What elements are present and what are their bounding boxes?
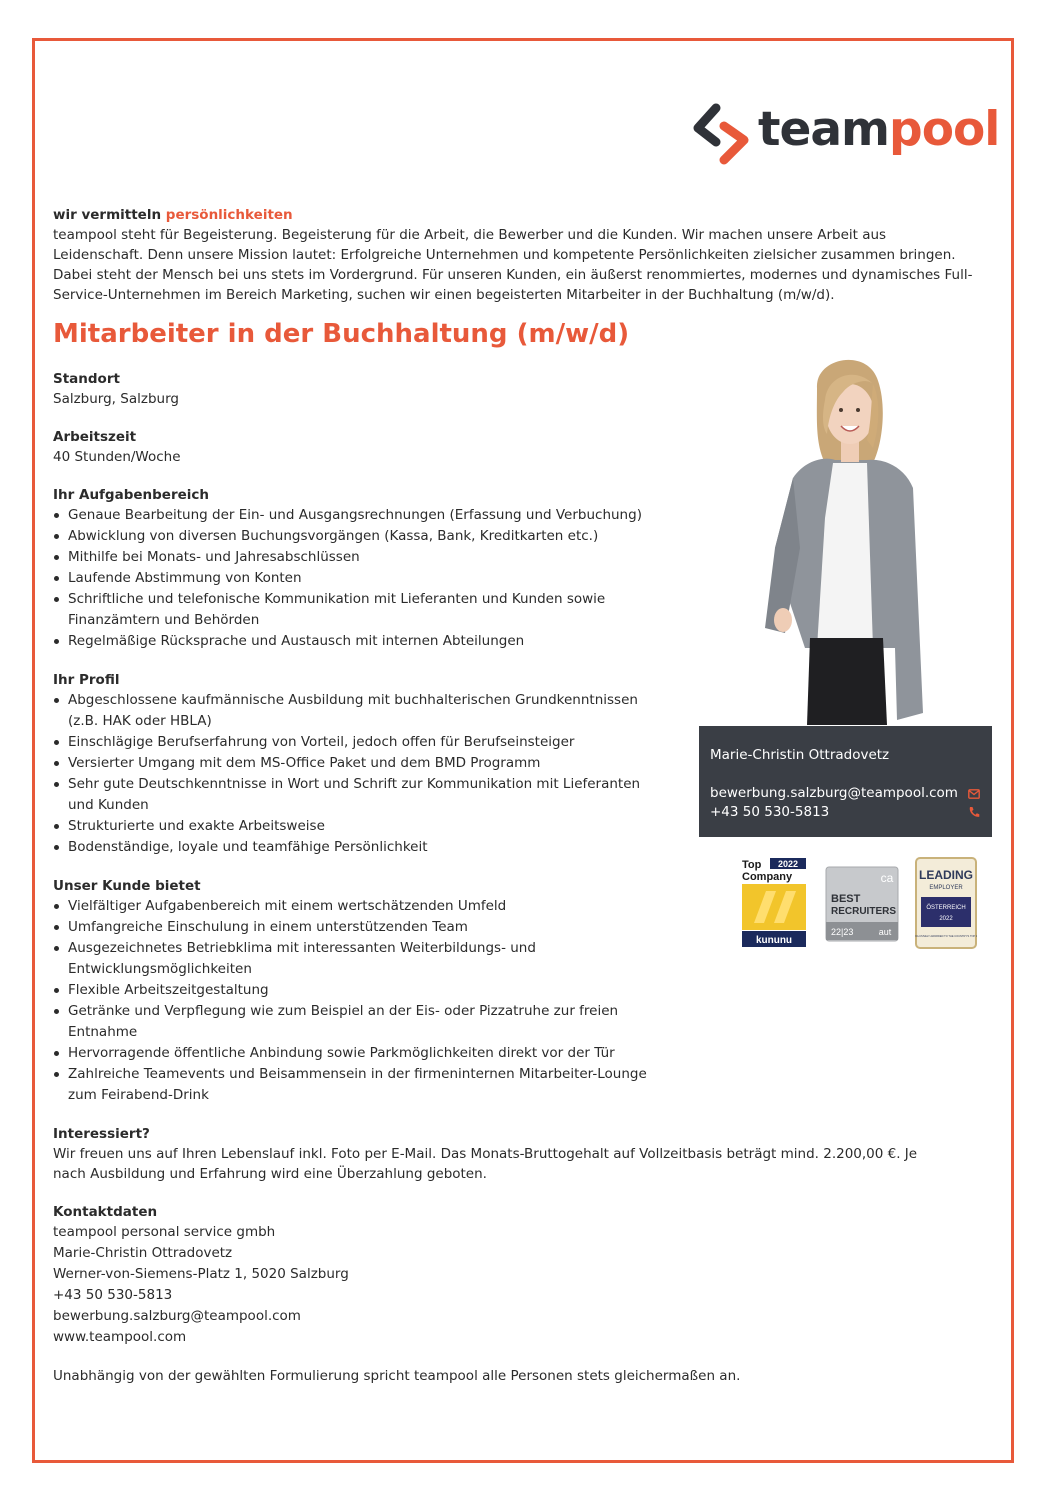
kununu-top-company-badge xyxy=(740,857,808,949)
profil-label: Ihr Profil xyxy=(53,672,120,688)
kununu-brand-text: kununu xyxy=(755,935,793,946)
kontakt-address: Werner-von-Siemens-Platz 1, 5020 Salzburg xyxy=(53,1266,349,1282)
list-item: Abwicklung von diversen Buchungsvorgängen (Kassa, Bank, Kreditkarten etc.) xyxy=(53,526,653,547)
aufgaben-list xyxy=(53,505,653,652)
list-item: Genaue Bearbeitung der Ein- und Ausgangsrechnungen (Erfassung und Verbuchung) xyxy=(53,505,653,526)
list-item: Bodenständige, loyale und teamfähige Persönlichkeit xyxy=(53,837,653,858)
leading-employer-badge xyxy=(915,857,977,949)
kontakt-section xyxy=(53,1202,983,1348)
leading-title-text: LEADING xyxy=(919,868,973,882)
kununu-year-text: 2022 xyxy=(777,859,799,869)
list-item: Flexible Arbeitszeitgestaltung xyxy=(53,980,678,1001)
recruiters-recruiters-text: RECRUITERS xyxy=(831,906,897,917)
intro-heading xyxy=(53,205,983,225)
logo-wordmark-pool: pool xyxy=(889,102,1000,157)
contact-card-phone[interactable]: +43 50 530-5813 xyxy=(710,804,830,820)
list-item: Getränke und Verpflegung wie zum Beispiel an der Eis- oder Pizzatruhe zur freien Entnahme xyxy=(53,1001,678,1043)
contact-person-photo xyxy=(755,348,925,725)
intro-heading-prefix: wir vermitteln xyxy=(53,207,162,223)
contact-card-phone-row[interactable] xyxy=(710,803,982,822)
arbeitszeit-label: Arbeitszeit xyxy=(53,429,137,445)
standort-value: Salzburg, Salzburg xyxy=(53,391,179,407)
contact-card-name: Marie-Christin Ottradovetz xyxy=(710,747,890,763)
list-item: Zahlreiche Teamevents und Beisammensein in der firmeninternen Mitarbeiter-Lounge zum Feirabend-Drink xyxy=(53,1064,678,1106)
list-item: Versierter Umgang mit dem MS-Office Paket und dem BMD Programm xyxy=(53,753,653,774)
interessiert-section xyxy=(53,1124,983,1184)
kontakt-label: Kontaktdaten xyxy=(53,1204,158,1220)
logo-mark-icon xyxy=(690,102,752,166)
kununu-company-text: Company xyxy=(742,871,793,883)
kontakt-phone[interactable]: +43 50 530-5813 xyxy=(53,1287,173,1303)
aufgaben-label: Ihr Aufgabenbereich xyxy=(53,487,210,503)
list-item: Abgeschlossene kaufmännische Ausbildung mit buchhalterischen Grundkenntnissen (z.B. HAK oder HBLA) xyxy=(53,690,653,732)
standort-label: Standort xyxy=(53,371,120,387)
recruiters-logo-text: ca xyxy=(880,871,894,885)
kontakt-website[interactable]: www.teampool.com xyxy=(53,1329,187,1345)
intro-heading-accent: persönlichkeiten xyxy=(165,207,293,223)
contact-card xyxy=(699,726,992,837)
list-item: Einschlägige Berufserfahrung von Vorteil, jedoch offen für Berufseinsteiger xyxy=(53,732,653,753)
list-item: Schriftliche und telefonische Kommunikation mit Lieferanten und Kunden sowie Finanzämtern und Behörden xyxy=(53,589,608,631)
best-recruiters-badge xyxy=(825,866,899,942)
phone-icon[interactable] xyxy=(968,805,980,824)
list-item: Ausgezeichnetes Betriebklima mit interessanten Weiterbildungs- und Entwicklungsmöglichkeiten xyxy=(53,938,548,980)
kontakt-person: Marie-Christin Ottradovetz xyxy=(53,1245,233,1261)
leading-country-text: ÖSTERREICH xyxy=(926,905,966,911)
recruiters-season-text: 22|23 xyxy=(831,927,854,937)
logo-wordmark xyxy=(758,100,999,160)
leading-employer-text: EMPLOYER xyxy=(929,885,963,891)
leading-note-text: EXCLUSIVELY AWARDED TO THE COUNTRY'S TOP 1% xyxy=(915,935,977,938)
recruiters-best-text: BEST xyxy=(831,893,861,905)
arbeitszeit-value: 40 Stunden/Woche xyxy=(53,449,181,465)
intro-text: teampool steht für Begeisterung. Begeisterung für die Arbeit, die Bewerber und die Kunden. Wir machen unsere Arbeit aus Leidenschaft. Denn unsere Mission lautet: Erfolgreiche Unternehmen und kompetente Persönlichkeiten zielsicher zusammen bringen. Dabei steht der Mensch bei uns stets im Vordergrund. Für unseren Kunden, ein äußerst renommiertes, modernes und dynamisches Full-Service-Unternehmen im Bereich Marketing, suchen wir einen begeisterten Mitarbeiter in der Buchhaltung (m/w/d). xyxy=(53,227,973,303)
list-item: Strukturierte und exakte Arbeitsweise xyxy=(53,816,653,837)
logo-wordmark-team: team xyxy=(758,102,890,157)
leading-year-text: 2022 xyxy=(939,916,953,922)
contact-card-email[interactable]: bewerbung.salzburg@teampool.com xyxy=(710,785,958,801)
list-item: Laufende Abstimmung von Konten xyxy=(53,568,653,589)
kontakt-email[interactable]: bewerbung.salzburg@teampool.com xyxy=(53,1308,301,1324)
disclaimer: Unabhängig von der gewählten Formulierung spricht teampool alle Personen stets gleichermaßen an. xyxy=(53,1368,741,1384)
recruiters-country-text: aut xyxy=(878,927,892,937)
kontakt-company: teampool personal service gmbh xyxy=(53,1224,276,1240)
list-item: Umfangreiche Einschulung in einem unterstützenden Team xyxy=(53,917,678,938)
list-item: Regelmäßige Rücksprache und Austausch mit internen Abteilungen xyxy=(53,631,653,652)
job-title: Mitarbeiter in der Buchhaltung (m/w/d) xyxy=(53,319,630,349)
profil-list xyxy=(53,690,653,858)
kunde-list xyxy=(53,896,678,1106)
kunde-label: Unser Kunde bietet xyxy=(53,878,201,894)
kununu-top-text: Top xyxy=(742,859,762,871)
teampool-logo[interactable] xyxy=(690,100,1000,170)
contact-card-email-row[interactable] xyxy=(710,784,982,803)
list-item: Vielfältiger Aufgabenbereich mit einem wertschätzenden Umfeld xyxy=(53,896,678,917)
list-item: Mithilfe bei Monats- und Jahresabschlüssen xyxy=(53,547,653,568)
list-item: Sehr gute Deutschkenntnisse in Wort und Schrift zur Kommunikation mit Lieferanten und Kunden xyxy=(53,774,653,816)
interessiert-label: Interessiert? xyxy=(53,1126,150,1142)
interessiert-text: Wir freuen uns auf Ihren Lebenslauf inkl. Foto per E-Mail. Das Monats-Bruttogehalt auf Vollzeitbasis beträgt mind. 2.200,00 €. Je nach Ausbildung und Erfahrung wird eine Überzahlung geboten. xyxy=(53,1146,918,1182)
list-item: Hervorragende öffentliche Anbindung sowie Parkmöglichkeiten direkt vor der Tür xyxy=(53,1043,678,1064)
